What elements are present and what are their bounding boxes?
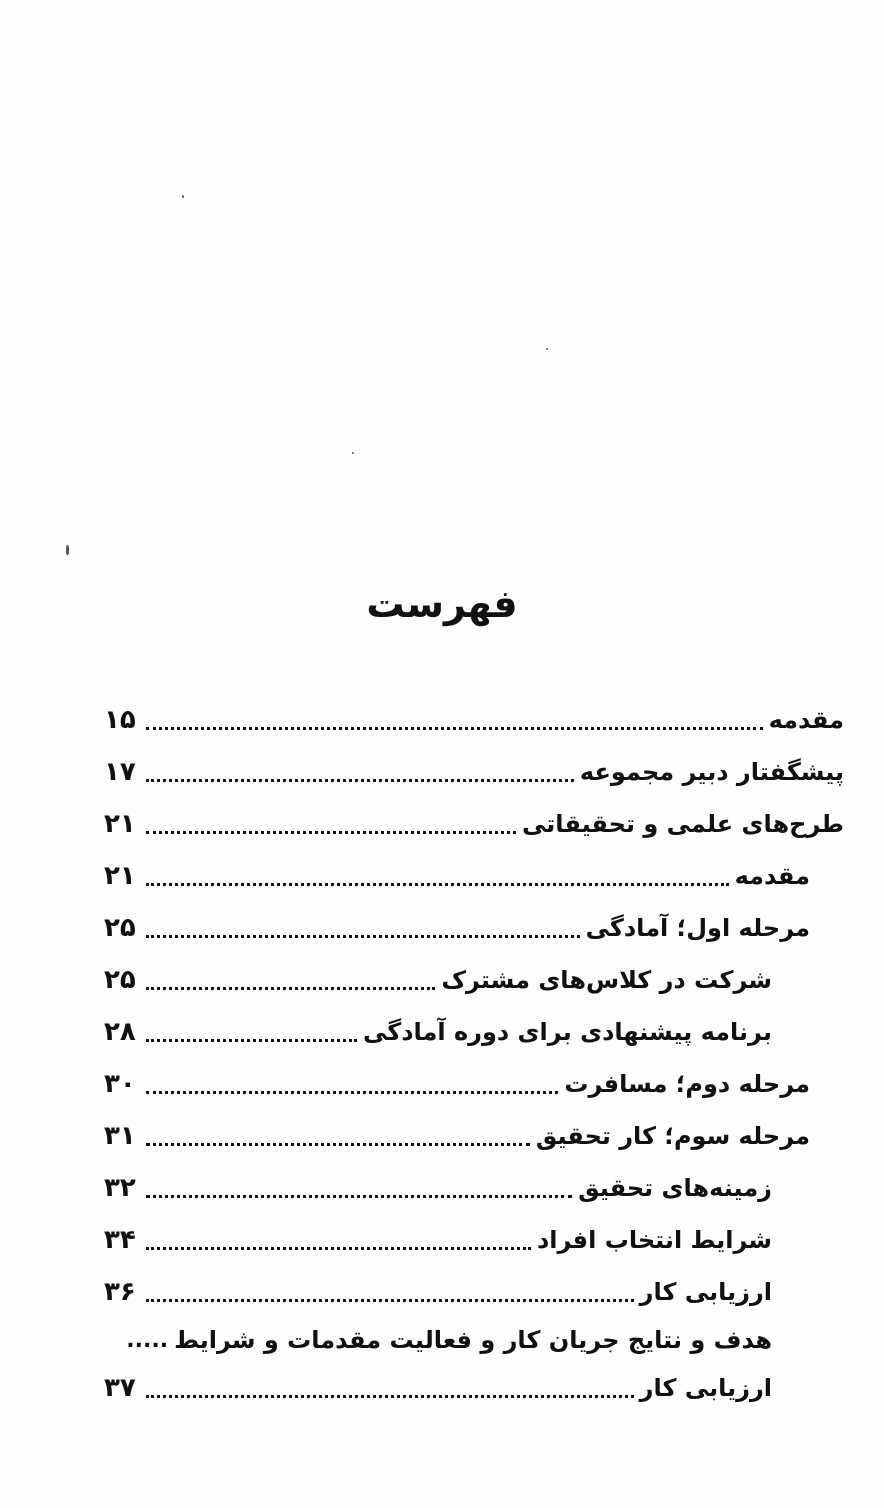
toc-page-number: ۳۷ bbox=[104, 1373, 136, 1403]
page-title: فهرست bbox=[366, 582, 518, 626]
toc-entry-title: مقدمه bbox=[734, 862, 810, 890]
toc-entry-title: هدف و نتایج جریان کار و فعالیت مقدمات و شرایط bbox=[174, 1326, 772, 1354]
toc-page-number: ۱۵ bbox=[104, 705, 136, 735]
toc-entry bbox=[104, 1064, 810, 1104]
toc-entry bbox=[104, 1320, 772, 1360]
toc-entry-title: شرایط انتخاب افراد bbox=[536, 1226, 772, 1254]
toc-entry bbox=[104, 1168, 772, 1208]
toc-entry bbox=[104, 1012, 772, 1052]
toc-leader-dots bbox=[146, 987, 435, 990]
toc-entry-title: برنامه پیشنهادی برای دوره آمادگی bbox=[362, 1018, 772, 1046]
paper-speck bbox=[66, 545, 69, 555]
toc-leader-dots bbox=[146, 1247, 531, 1250]
toc-page-number: ۳۰ bbox=[104, 1069, 136, 1099]
toc-entry-title: ارزیابی کار bbox=[639, 1278, 772, 1306]
toc-entry-title: مرحله دوم؛ مسافرت bbox=[564, 1070, 810, 1098]
toc-leader-dots bbox=[146, 831, 516, 834]
toc-leader-dots bbox=[146, 935, 580, 938]
toc-page-number: ۳۶ bbox=[104, 1277, 136, 1307]
toc-leader-dots bbox=[146, 1395, 634, 1398]
toc-page-number: ۳۴ bbox=[104, 1225, 136, 1255]
toc-leader-dots bbox=[146, 1143, 530, 1146]
toc-page-number: ۱۷ bbox=[104, 757, 136, 787]
toc-leader-dots bbox=[146, 1195, 572, 1198]
toc-entry-title: مرحله اول؛ آمادگی bbox=[585, 914, 810, 942]
toc-entry bbox=[104, 856, 810, 896]
paper-speck bbox=[546, 348, 548, 350]
toc-leader-dots bbox=[146, 883, 729, 886]
toc-entry bbox=[104, 1368, 772, 1408]
paper-speck bbox=[352, 452, 354, 454]
toc-entry-title: پیشگفتار دبیر مجموعه bbox=[579, 758, 844, 786]
toc-entry-title: زمینه‌های تحقیق bbox=[578, 1174, 772, 1202]
toc-entry-title: شرکت در کلاس‌های مشترک bbox=[441, 966, 772, 994]
toc-page-number: ۳۲ bbox=[104, 1173, 136, 1203]
toc-entry bbox=[104, 1272, 772, 1312]
toc-page-number: ۲۸ bbox=[104, 1017, 136, 1047]
toc-leader-dots bbox=[146, 1039, 357, 1042]
toc-page-number: ۲۱ bbox=[104, 861, 136, 891]
toc-leader-dots bbox=[146, 727, 763, 730]
toc-entry bbox=[104, 804, 844, 844]
toc-leader-dots bbox=[146, 1091, 558, 1094]
toc-page-number: ۲۱ bbox=[104, 809, 136, 839]
toc-leader-dots bbox=[146, 1299, 634, 1302]
toc-entry bbox=[104, 908, 810, 948]
toc-page-number: ۲۵ bbox=[104, 913, 136, 943]
toc-entry-title: طرح‌های علمی و تحقیقاتی bbox=[522, 810, 844, 838]
toc-entry bbox=[104, 752, 844, 792]
paper-speck bbox=[182, 195, 184, 198]
toc-page-number: ۲۵ bbox=[104, 965, 136, 995]
toc-entry-title: ارزیابی کار bbox=[639, 1374, 772, 1402]
toc-trailing-dots: ..... bbox=[126, 1327, 169, 1353]
toc-entry bbox=[104, 1220, 772, 1260]
toc-entry-title: مرحله سوم؛ کار تحقیق bbox=[535, 1122, 810, 1150]
toc-entry bbox=[104, 1116, 810, 1156]
toc-entry bbox=[104, 960, 772, 1000]
toc-page-number: ۳۱ bbox=[104, 1121, 136, 1151]
toc-entry bbox=[104, 700, 844, 740]
toc-entry-title: مقدمه bbox=[768, 706, 844, 734]
toc-leader-dots bbox=[146, 779, 574, 782]
